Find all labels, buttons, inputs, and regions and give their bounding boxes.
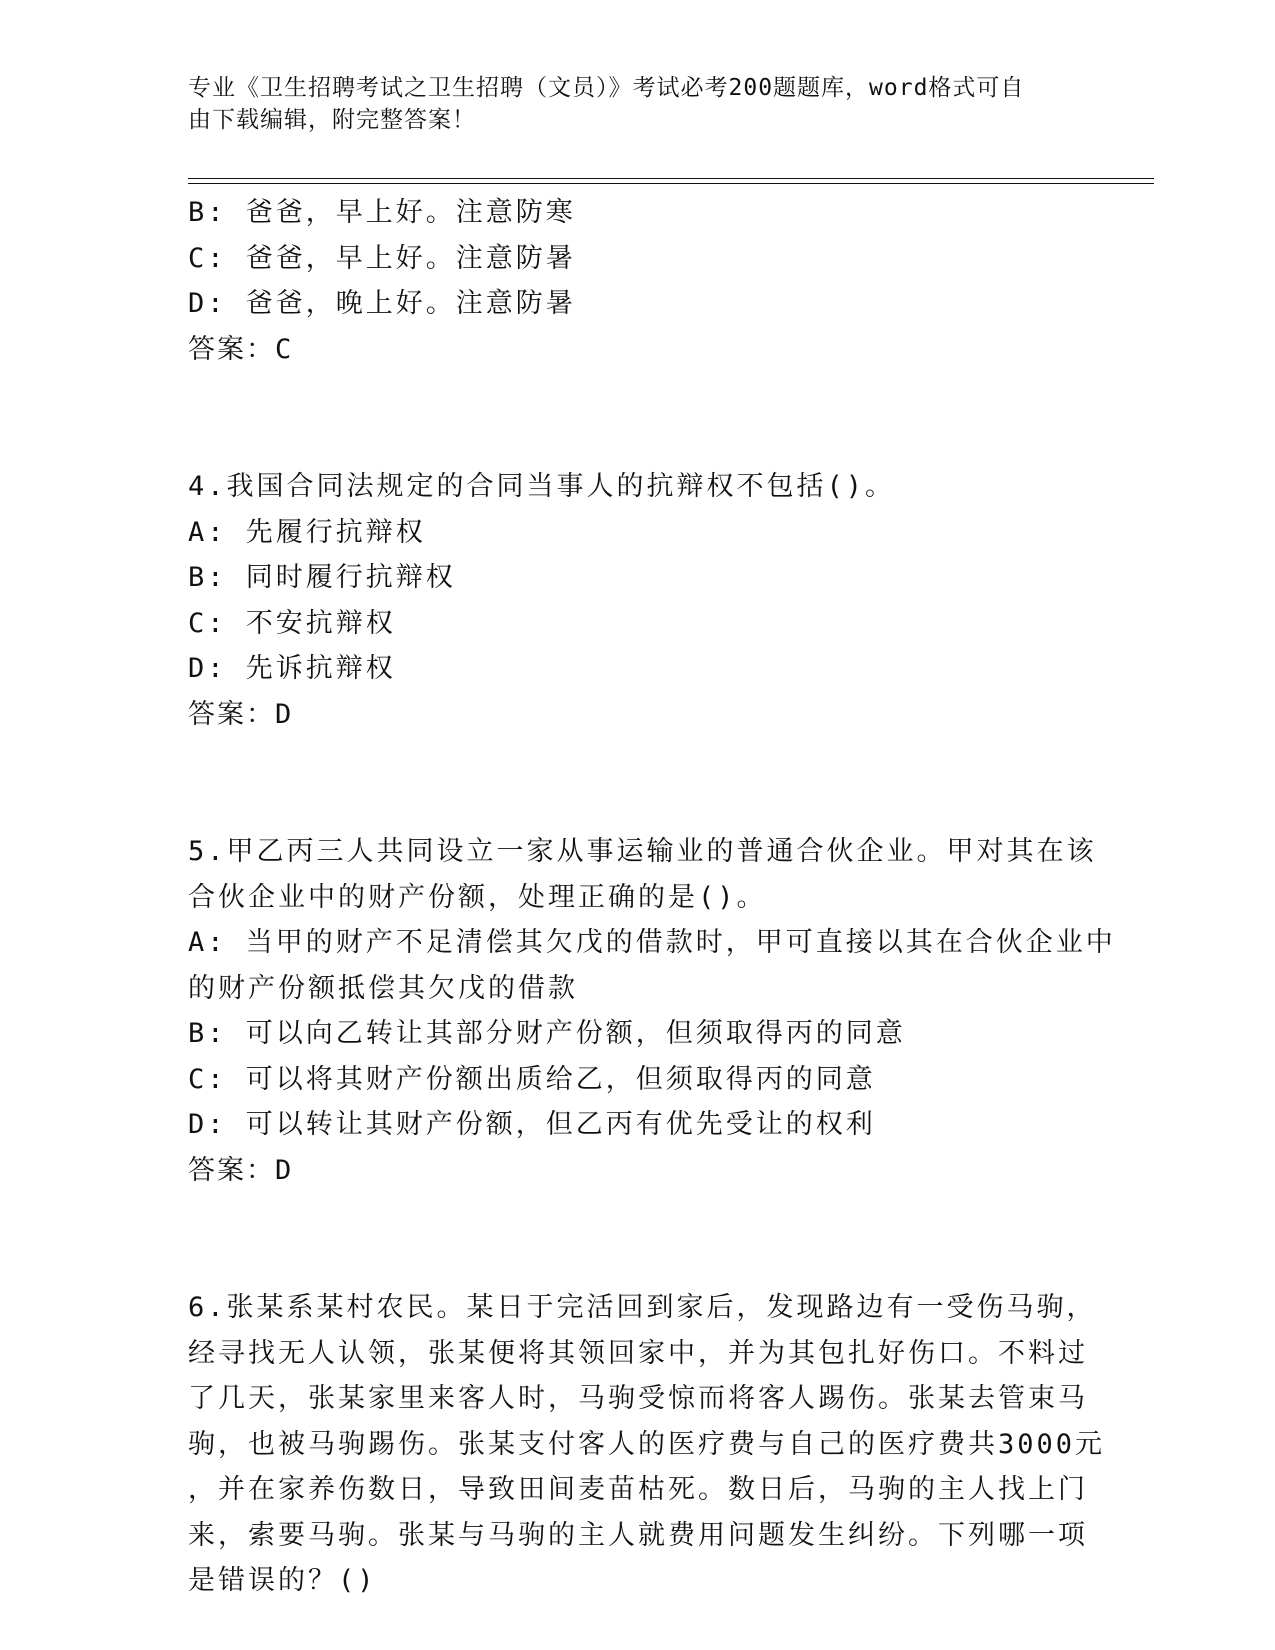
option-b: B: 可以向乙转让其部分财产份额，但须取得丙的同意 bbox=[188, 1018, 906, 1049]
spacer bbox=[188, 1193, 1088, 1285]
option-a: A: 先履行抗辩权 bbox=[188, 516, 426, 548]
question-stem-line: 驹，也被马驹踢伤。张某支付客人的医疗费与自己的医疗费共3000元 bbox=[188, 1428, 1106, 1460]
answer: 答案：D bbox=[188, 698, 294, 730]
option-b: B: 同时履行抗辩权 bbox=[188, 562, 456, 593]
option-c: C: 爸爸，早上好。注意防暑 bbox=[188, 242, 576, 274]
question-content bbox=[188, 190, 1116, 1604]
question-5 bbox=[188, 829, 1116, 1193]
question-stem-line: 了几天，张某家里来客人时，马驹受惊而将客人踢伤。张某去管束马 bbox=[188, 1383, 1088, 1414]
question-stem-line: 来，索要马驹。张某与马驹的主人就费用问题发生纠纷。下列哪一项 bbox=[188, 1519, 1088, 1551]
option-d: D: 可以转让其财产份额，但乙丙有优先受让的权利 bbox=[188, 1109, 876, 1140]
document-header bbox=[188, 72, 1068, 136]
option-d: D: 先诉抗辩权 bbox=[188, 653, 396, 684]
option-b: B: 爸爸，早上好。注意防寒 bbox=[188, 197, 576, 228]
question-3 bbox=[188, 190, 1088, 372]
header-rule-bottom bbox=[188, 183, 1154, 184]
header-line-1: 专业《卫生招聘考试之卫生招聘（文员）》考试必考200题题库，word格式可自 bbox=[188, 75, 1025, 101]
question-stem: 4.我国合同法规定的合同当事人的抗辩权不包括()。 bbox=[188, 471, 896, 502]
option-a-line-1: A: 当甲的财产不足清偿其欠戊的借款时，甲可直接以其在合伙企业中 bbox=[188, 927, 1116, 958]
question-4 bbox=[188, 464, 1088, 737]
question-stem-line-1: 5.甲乙丙三人共同设立一家从事运输业的普通合伙企业。甲对其在该 bbox=[188, 836, 1097, 867]
option-a-line-2: 的财产份额抵偿其欠戊的借款 bbox=[188, 972, 578, 1004]
option-d: D: 爸爸，晚上好。注意防暑 bbox=[188, 288, 576, 319]
header-line-2: 由下载编辑，附完整答案！ bbox=[188, 107, 476, 133]
answer: 答案：C bbox=[188, 333, 294, 365]
question-stem-line-2: 合伙企业中的财产份额，处理正确的是()。 bbox=[188, 881, 767, 913]
spacer bbox=[188, 372, 1088, 464]
header-rule-top bbox=[188, 178, 1154, 179]
option-c: C: 不安抗辩权 bbox=[188, 607, 396, 639]
question-stem-line: ，并在家养伤数日，导致田间麦苗枯死。数日后，马驹的主人找上门 bbox=[188, 1474, 1088, 1505]
question-stem-line: 是错误的？() bbox=[188, 1565, 377, 1596]
answer: 答案：D bbox=[188, 1154, 294, 1186]
question-6 bbox=[188, 1285, 1106, 1604]
question-stem-line: 6.张某系某村农民。某日于完活回到家后，发现路边有一受伤马驹， bbox=[188, 1292, 1097, 1323]
spacer bbox=[188, 737, 1088, 829]
question-stem-line: 经寻找无人认领，张某便将其领回家中，并为其包扎好伤口。不料过 bbox=[188, 1337, 1088, 1369]
option-c: C: 可以将其财产份额出质给乙，但须取得丙的同意 bbox=[188, 1063, 876, 1095]
